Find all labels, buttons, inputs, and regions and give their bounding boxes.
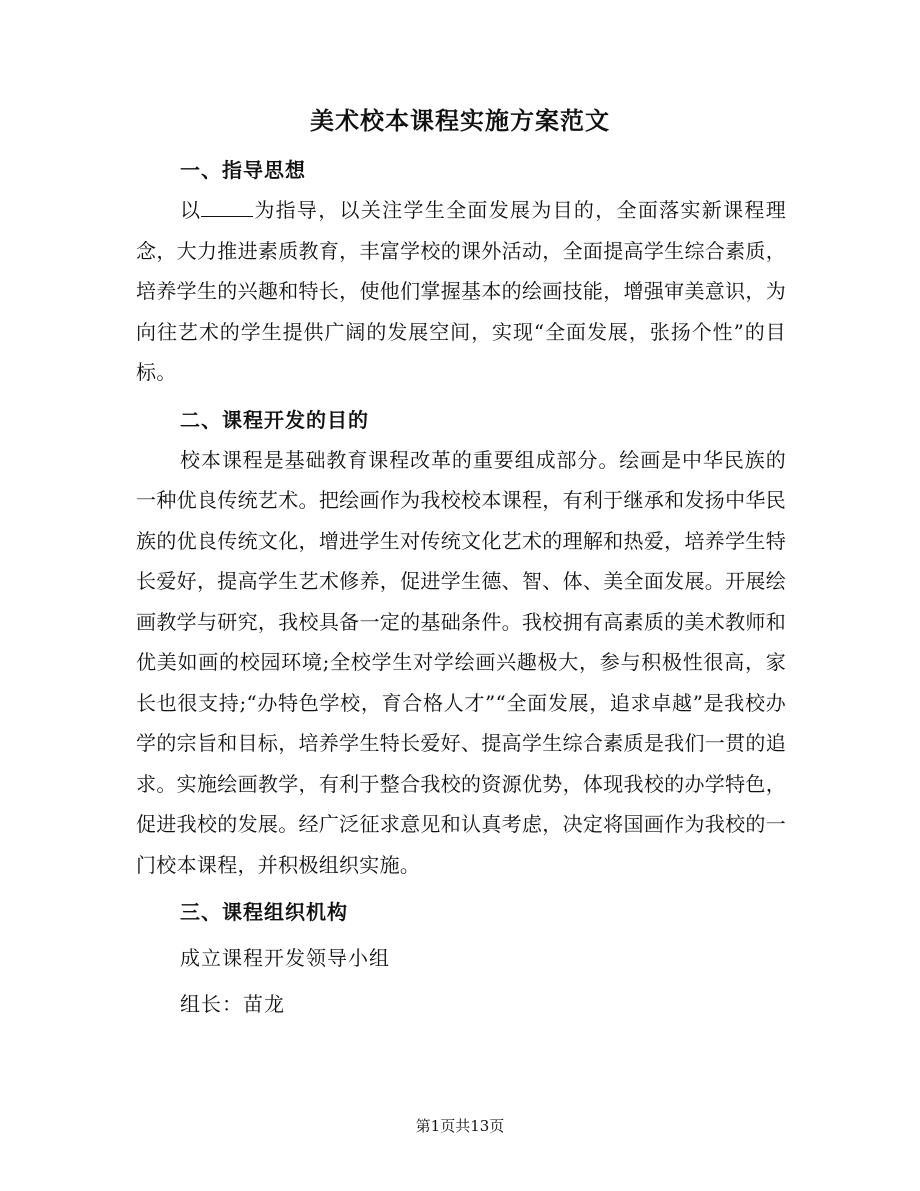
fill-in-blank <box>201 198 253 217</box>
document-title: 美术校本课程实施方案范文 <box>310 106 610 135</box>
organization-line-group: 成立课程开发领导小组 <box>180 946 390 970</box>
section-paragraph-course-purpose: 校本课程是基础教育课程改革的重要组成部分。绘画是中华民族的一种优良传统艺术。把绘画作为我校校本课程，有利于继承和发扬中华民族的优良传统文化，增进学生对传统文化艺术的理解和热爱，培养学生特长爱好，提高学生艺术修养，促进学生德、智、体、美全面发展。开展绘画教学与研究，我校具备一定的基础条件。我校拥有高素质的美术教师和优美如画的校园环境;全校学生对学绘画兴趣极大，参与积极性很高，家长也很支持;“办特色学校，育合格人才”“全面发展，追求卓越”是我校办学的宗旨和目标，培养学生特长爱好、提高学生综合素质是我们一贯的追求。实施绘画教学，有利于整合我校的资源优势，体现我校的办学特色，促进我校的发展。经广泛征求意见和认真考虑，决定将国画作为我校的一门校本课程，并积极组织实施。 <box>136 447 786 877</box>
paragraph-prefix: 以 <box>180 198 202 222</box>
paragraph-rest: 为指导，以关注学生全面发展为目的，全面落实新课程理念，大力推进素质教育，丰富学校的课外活动，全面提高学生综合素质，培养学生的兴趣和特长，使他们掌握基本的绘画技能，增强审美意识，为向往艺术的学生提供广阔的发展空间，实现“全面发展，张扬个性”的目标。 <box>136 198 786 384</box>
section-heading-guiding-ideology: 一、指导思想 <box>180 158 306 182</box>
page-number-footer: 第1页共13页 <box>415 1117 505 1135</box>
section-heading-course-purpose: 二、课程开发的目的 <box>180 407 369 432</box>
section-heading-organization: 三、课程组织机构 <box>180 900 348 924</box>
organization-line-leader: 组长：苗龙 <box>180 992 285 1016</box>
section-paragraph-guiding-ideology <box>136 190 786 393</box>
document-body <box>136 150 786 1024</box>
